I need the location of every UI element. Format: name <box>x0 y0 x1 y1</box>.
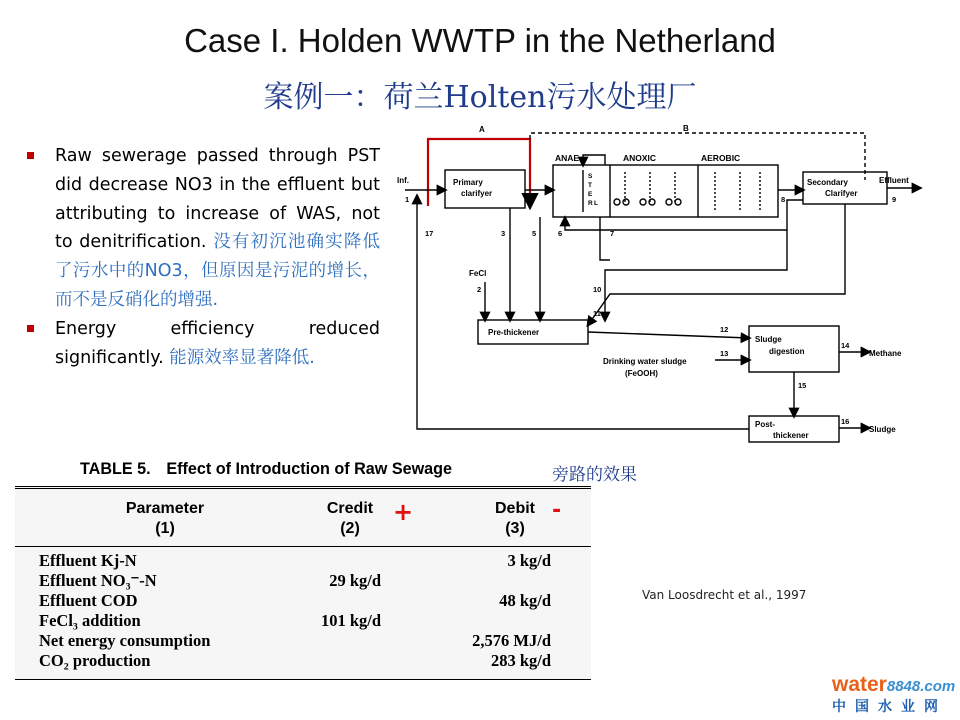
header-index: (1) <box>155 520 175 537</box>
bypass-effect-label: 旁路的效果 <box>552 465 637 485</box>
table-row-debit: 283 kg/d <box>490 651 551 670</box>
logo-word: water <box>832 673 887 696</box>
aerator-icons <box>614 199 681 205</box>
diagram-label-ster: L <box>594 200 598 207</box>
table-row-debit: 2,576 MJ/d <box>472 631 551 650</box>
logo-tld: .com <box>920 678 956 695</box>
header-name: Debit <box>495 500 535 517</box>
table-row-label: Effluent Kj-N <box>39 551 137 570</box>
diagram-label-drinking-water: Drinking water sludge <box>603 357 687 366</box>
diagram-label-sludge-digestion: digestion <box>769 347 805 356</box>
table-row-label: CO₂ production <box>39 651 151 670</box>
stream-number: 14 <box>841 341 850 350</box>
slide-title-chinese: 案例一：荷兰Holten污水处理厂 <box>263 80 697 115</box>
diagram-label-inf: Inf. <box>397 176 409 185</box>
table-header-credit <box>305 499 395 539</box>
table-row-debit: 3 kg/d <box>507 551 551 570</box>
stream-number: 13 <box>720 349 729 358</box>
stream-number: 4 <box>529 195 534 204</box>
table-row-label: Effluent NO₃⁻-N <box>39 571 157 590</box>
stream-number: 12 <box>720 325 729 334</box>
table-row-label: FeCl₃ addition <box>39 611 141 630</box>
diagram-label-anae: ANAE <box>555 153 580 163</box>
stream-number: 9 <box>892 195 897 204</box>
stream-number: 10 <box>593 285 602 294</box>
diagram-label-ster: R <box>588 200 593 207</box>
table-header-debit <box>470 499 560 539</box>
stream-number: 7 <box>610 229 615 238</box>
stream-number: 16 <box>841 417 850 426</box>
diagram-label-aerobic: AEROBIC <box>701 153 741 163</box>
diagram-label-post-thickener: thickener <box>773 431 809 440</box>
stream-number: 15 <box>798 381 807 390</box>
stream-number: 1 <box>405 195 410 204</box>
diagram-label-drinking-water: (FeOOH) <box>625 369 658 378</box>
bioreactor-box <box>553 165 778 217</box>
stream-number: 8 <box>781 195 786 204</box>
bullet-item <box>22 315 380 373</box>
diagram-label-ster: S <box>588 173 593 180</box>
diagram-label-effluent: Effluent <box>879 176 909 185</box>
bullet-text-en: Raw sewerage passed through PST did decrease NO3 in the effluent but attributing to increase of WAS, not to denitrification. <box>55 146 380 253</box>
table-row-credit: 101 kg/d <box>320 611 381 630</box>
diagram-label-ster: T <box>588 182 592 189</box>
table-row-credit: 29 kg/d <box>329 571 381 590</box>
citation: Van Loosdrecht et al., 1997 <box>642 588 807 602</box>
table-row-label: Effluent COD <box>39 591 138 610</box>
process-flow-diagram <box>395 120 925 450</box>
table-caption <box>80 460 452 479</box>
bullet-text-cn: 能源效率显著降低. <box>169 347 315 368</box>
square-bullet-icon <box>27 325 34 332</box>
bullet-item <box>22 142 380 315</box>
stream-number: 17 <box>425 229 434 238</box>
logo-number: 8848 <box>886 678 921 695</box>
stream-number: 11 <box>593 309 601 318</box>
stream-number: 6 <box>558 229 563 238</box>
diagram-label-post-thickener: Post- <box>755 420 775 429</box>
table-header-parameter <box>95 499 235 539</box>
square-bullet-icon <box>27 152 34 159</box>
debit-minus-sign: - <box>552 498 562 523</box>
logo-chinese: 中国水业网 <box>832 699 947 715</box>
effect-table <box>15 486 591 680</box>
secondary-clarifier-box <box>803 172 887 204</box>
credit-plus-sign: + <box>393 498 414 526</box>
diagram-label-methane: Methane <box>869 349 902 358</box>
diagram-label-fecl: FeCl <box>469 269 487 278</box>
stream-number: 2 <box>477 285 482 294</box>
table-row-label: Net energy consumption <box>39 631 211 650</box>
header-index: (3) <box>505 520 525 537</box>
water8848-logo <box>832 673 956 718</box>
slide-title-english: Case I. Holden WWTP in the Netherland <box>184 22 776 59</box>
diagram-label-sludge-digestion: Sludge <box>755 335 782 344</box>
bullet-text-en: Energy efficiency reduced significantly. <box>55 318 380 368</box>
header-index: (2) <box>340 520 360 537</box>
table-title: Effect of Introduction of Raw Sewage <box>166 460 453 478</box>
diagram-label-primary: Primary <box>453 178 483 187</box>
header-divider <box>15 546 591 547</box>
diagram-label-primary: clarifyer <box>461 189 493 198</box>
table-row-debit: 48 kg/d <box>499 591 551 610</box>
diagram-label-b: B <box>683 124 689 133</box>
diagram-label-ster: E <box>588 191 593 198</box>
table-number: TABLE 5. <box>80 460 151 478</box>
header-name: Credit <box>326 500 374 517</box>
bullet-text-cn: 没有初沉池确实降低了污水中的NO3，但原因是污泥的增长，而不是反硝化的增强. <box>55 232 380 310</box>
diagram-label-anoxic: ANOXIC <box>623 153 657 163</box>
diagram-label-sludge-out: Sludge <box>869 425 896 434</box>
diagram-label-secondary: Clarifyer <box>825 189 858 198</box>
bullet-list <box>22 142 380 372</box>
header-name: Parameter <box>125 500 205 517</box>
diagram-label-a: A <box>479 125 485 134</box>
stream-number: 5 <box>532 229 537 238</box>
diagram-label-secondary: Secondary <box>807 178 848 187</box>
stream-number: 3 <box>501 229 506 238</box>
diagram-label-prethickener: Pre-thickener <box>488 328 540 337</box>
